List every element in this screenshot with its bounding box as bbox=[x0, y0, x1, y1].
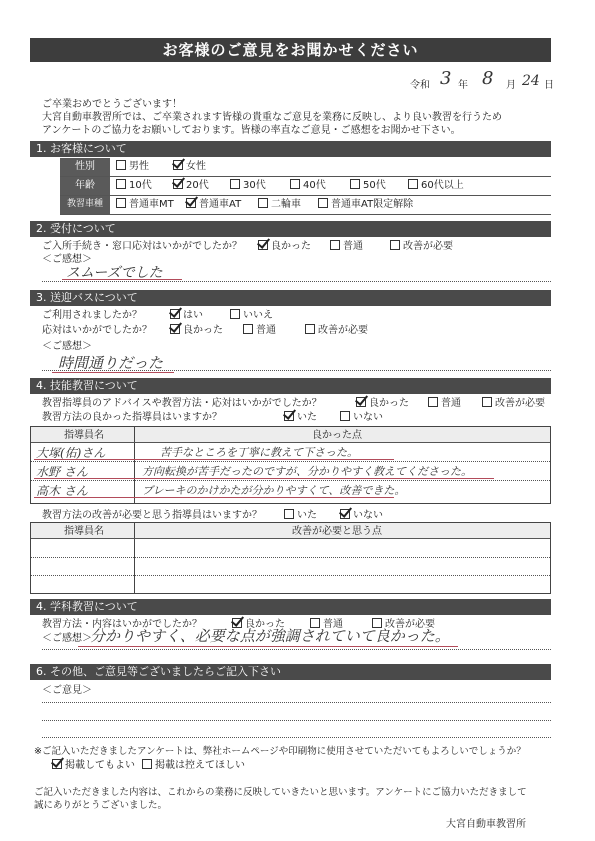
good-points-header-name: 指導員名 bbox=[64, 430, 104, 441]
intro-line-1: ご卒業おめでとうございます！ bbox=[42, 99, 182, 110]
gender-label: 性別 bbox=[60, 159, 110, 174]
row-divider bbox=[31, 442, 550, 443]
reception-option-normal[interactable]: 普通 bbox=[330, 240, 363, 253]
checkbox-age-50s[interactable] bbox=[350, 179, 360, 189]
date-month-label: 月 bbox=[506, 80, 516, 91]
page-title: お客様のご意見をお聞かせください bbox=[30, 38, 551, 62]
bus-usage-question: ご利用されましたか？ bbox=[42, 310, 142, 321]
academic-option-normal[interactable]: 普通 bbox=[310, 618, 343, 631]
handwritten-underline bbox=[34, 497, 394, 498]
option-mt[interactable]: 普通車MT bbox=[116, 198, 174, 211]
column-divider bbox=[134, 523, 135, 593]
checkbox-bus-good[interactable] bbox=[170, 324, 180, 334]
checkbox-at-limit-removal[interactable] bbox=[318, 198, 328, 208]
option-female[interactable]: 女性 bbox=[173, 160, 206, 173]
option-age-20s[interactable]: 20代 bbox=[173, 179, 209, 192]
option-at-limit-removal[interactable]: 普通車AT限定解除 bbox=[318, 198, 413, 211]
technical-option-good[interactable]: 良かった bbox=[356, 397, 409, 410]
good-instructor-point-3: ブレーキのかけかたが分かりやすくて、改善できた。 bbox=[142, 484, 406, 497]
good-instructor-name-1: 大塚(佑)さん bbox=[36, 446, 106, 460]
academic-comment: 分かりやすく、必要な点が強調されていて良かった。 bbox=[90, 627, 450, 645]
checkbox-age-10s[interactable] bbox=[116, 179, 126, 189]
reception-option-good[interactable]: 良かった bbox=[258, 240, 311, 253]
handwritten-underline bbox=[34, 459, 394, 460]
checkbox-publication-deny[interactable] bbox=[142, 759, 152, 769]
checkbox-bus-improve[interactable] bbox=[305, 324, 315, 334]
row-divider bbox=[31, 480, 550, 481]
good-points-header-row bbox=[31, 427, 550, 442]
technical-advice-question: 教習指導員のアドバイスや教習方法・応対はいかがでしたか？ bbox=[42, 398, 322, 409]
checkbox-improve-instructor-no[interactable] bbox=[340, 509, 350, 519]
row-divider bbox=[31, 461, 550, 462]
option-age-60s[interactable]: 60代以上 bbox=[408, 179, 464, 192]
section-bus-heading: 3. 送迎バスについて bbox=[30, 290, 551, 306]
section-customer-heading: 1. お客様について bbox=[30, 141, 551, 157]
checkbox-bus-no[interactable] bbox=[230, 309, 240, 319]
publication-option-allow[interactable]: 掲載してもよい bbox=[52, 759, 135, 772]
writing-line bbox=[42, 737, 551, 738]
handwritten-underline bbox=[62, 279, 182, 280]
school-name: 大宮自動車教習所 bbox=[446, 819, 526, 830]
checkbox-reception-improve[interactable] bbox=[390, 240, 400, 250]
improve-instructor-question: 教習方法の改善が必要と思う指導員はいますか？ bbox=[42, 510, 262, 521]
technical-option-normal[interactable]: 普通 bbox=[428, 397, 461, 410]
date-day-value: 24 bbox=[522, 73, 540, 89]
reception-question: ご入所手続き・窓口応対はいかがでしたか？ bbox=[42, 241, 242, 252]
good-instructor-option-yes[interactable]: いた bbox=[284, 411, 317, 424]
divider bbox=[60, 195, 551, 196]
reception-comment-label: ＜ご感想＞ bbox=[42, 254, 92, 265]
option-age-10s[interactable]: 10代 bbox=[116, 179, 152, 192]
option-age-40s[interactable]: 40代 bbox=[290, 179, 326, 192]
bus-service-question: 応対はいかがでしたか？ bbox=[42, 325, 152, 336]
option-age-50s[interactable]: 50代 bbox=[350, 179, 386, 192]
checkbox-technical-good[interactable] bbox=[356, 397, 366, 407]
academic-option-improve[interactable]: 改善が必要 bbox=[372, 618, 435, 631]
vehicle-label: 教習車種 bbox=[60, 197, 110, 212]
date-line bbox=[410, 68, 560, 91]
good-instructor-point-2: 方向転換が苦手だったのですが、分かりやすく教えてくださった。 bbox=[142, 465, 472, 478]
checkbox-bus-yes[interactable] bbox=[170, 309, 180, 319]
intro-line-2: 大宮自動車教習所では、ご卒業されます皆様の貴重なご意見を業務に反映し、より良い教習を行うため bbox=[42, 112, 502, 123]
divider bbox=[60, 214, 551, 215]
intro-line-3: アンケートのご協力をお願いしております。皆様の率直なご意見・ご感想をお聞かせ下さい。 bbox=[42, 125, 461, 136]
age-label: 年齢 bbox=[60, 178, 110, 193]
handwritten-underline bbox=[52, 372, 174, 373]
good-instructor-option-no[interactable]: いない bbox=[340, 411, 383, 424]
section-other-heading: 6. その他、ご意見等ございましたらご記入下さい bbox=[30, 664, 551, 680]
checkbox-age-30s[interactable] bbox=[230, 179, 240, 189]
good-points-header-point: 良かった点 bbox=[312, 430, 362, 441]
checkbox-reception-good[interactable] bbox=[258, 240, 268, 250]
row-divider bbox=[31, 575, 550, 576]
section-academic-heading: 4. 学科教習について bbox=[30, 599, 551, 615]
other-comment-label: ＜ご意見＞ bbox=[42, 685, 92, 696]
date-era: 令和 bbox=[410, 80, 430, 91]
option-motorcycle[interactable]: 二輪車 bbox=[258, 198, 301, 211]
academic-question: 教習方法・内容はいかがでしたか？ bbox=[42, 619, 202, 630]
improvement-header-name: 指導員名 bbox=[64, 526, 104, 537]
academic-comment-label: ＜ご感想＞ bbox=[42, 633, 92, 644]
checkbox-age-40s[interactable] bbox=[290, 179, 300, 189]
checkbox-good-instructor-no[interactable] bbox=[340, 411, 350, 421]
section-reception-heading: 2. 受付について bbox=[30, 221, 551, 237]
good-instructor-name-2: 水野 さん bbox=[36, 465, 88, 479]
reception-option-improve[interactable]: 改善が必要 bbox=[390, 240, 453, 253]
bus-option-no[interactable]: いいえ bbox=[230, 309, 273, 322]
publication-option-deny[interactable]: 掲載は控えてほしい bbox=[142, 759, 245, 772]
improve-instructor-option-no[interactable]: いない bbox=[340, 509, 383, 522]
improvement-header-row bbox=[31, 523, 550, 538]
date-year-value: 3 bbox=[440, 68, 452, 89]
checkbox-improve-instructor-yes[interactable] bbox=[284, 509, 294, 519]
checkbox-at[interactable] bbox=[186, 198, 196, 208]
writing-line bbox=[42, 370, 551, 371]
improvement-header-point: 改善が必要と思う点 bbox=[292, 526, 382, 537]
checkbox-publication-allow[interactable] bbox=[52, 759, 62, 769]
reception-comment: スムーズでした bbox=[66, 265, 163, 281]
bus-option-yes[interactable]: はい bbox=[170, 309, 203, 322]
checkbox-male[interactable] bbox=[116, 160, 126, 170]
writing-line bbox=[42, 702, 551, 703]
checkbox-female[interactable] bbox=[173, 160, 183, 170]
checkbox-age-60s[interactable] bbox=[408, 179, 418, 189]
checkbox-age-20s[interactable] bbox=[173, 179, 183, 189]
date-year-label: 年 bbox=[458, 80, 468, 91]
checkbox-mt[interactable] bbox=[116, 198, 126, 208]
bus-option-improve[interactable]: 改善が必要 bbox=[305, 324, 368, 337]
writing-line bbox=[42, 649, 551, 650]
good-instructor-question: 教習方法の良かった指導員はいますか？ bbox=[42, 412, 222, 423]
writing-line bbox=[42, 281, 551, 282]
section-technical-heading: 4. 技能教習について bbox=[30, 378, 551, 394]
row-divider bbox=[31, 557, 550, 558]
technical-option-improve[interactable]: 改善が必要 bbox=[482, 397, 545, 410]
option-male[interactable]: 男性 bbox=[116, 160, 149, 173]
column-divider bbox=[134, 427, 135, 503]
handwritten-underline bbox=[78, 646, 458, 647]
checkbox-good-instructor-yes[interactable] bbox=[284, 411, 294, 421]
academic-option-good[interactable]: 良かった bbox=[232, 618, 285, 631]
checkbox-bus-normal[interactable] bbox=[243, 324, 253, 334]
option-age-30s[interactable]: 30代 bbox=[230, 179, 266, 192]
checkbox-reception-normal[interactable] bbox=[330, 240, 340, 250]
checkbox-technical-normal[interactable] bbox=[428, 397, 438, 407]
checkbox-motorcycle[interactable] bbox=[258, 198, 268, 208]
bus-comment-label: ＜ご感想＞ bbox=[42, 341, 92, 352]
bus-comment: 時間通りだった bbox=[58, 354, 164, 372]
option-at[interactable]: 普通車AT bbox=[186, 198, 241, 211]
handwritten-underline bbox=[34, 478, 494, 479]
divider bbox=[60, 176, 551, 177]
publication-question: ※ご記入いただきましたアンケートは、弊社ホームページや印刷物に使用させていただいてもよろしいでしょうか？ bbox=[34, 746, 526, 757]
bus-option-good[interactable]: 良かった bbox=[170, 324, 223, 337]
checkbox-technical-improve[interactable] bbox=[482, 397, 492, 407]
good-instructor-name-3: 高木 さん bbox=[36, 484, 88, 498]
good-instructor-point-1: 苦手なところを丁寧に教えて下さった。 bbox=[160, 446, 358, 459]
closing-line-2: 誠にありがとうございました。 bbox=[34, 800, 168, 811]
closing-line-1: ご記入いただきました内容は、これからの業務に反映していきたいと思います。アンケートにご協力いただきまして bbox=[34, 787, 527, 798]
date-day-label: 日 bbox=[544, 80, 554, 91]
row-divider bbox=[31, 538, 550, 539]
writing-line bbox=[42, 720, 551, 721]
improve-instructor-option-yes[interactable]: いた bbox=[284, 509, 317, 522]
bus-option-normal[interactable]: 普通 bbox=[243, 324, 276, 337]
date-month-value: 8 bbox=[482, 68, 494, 89]
